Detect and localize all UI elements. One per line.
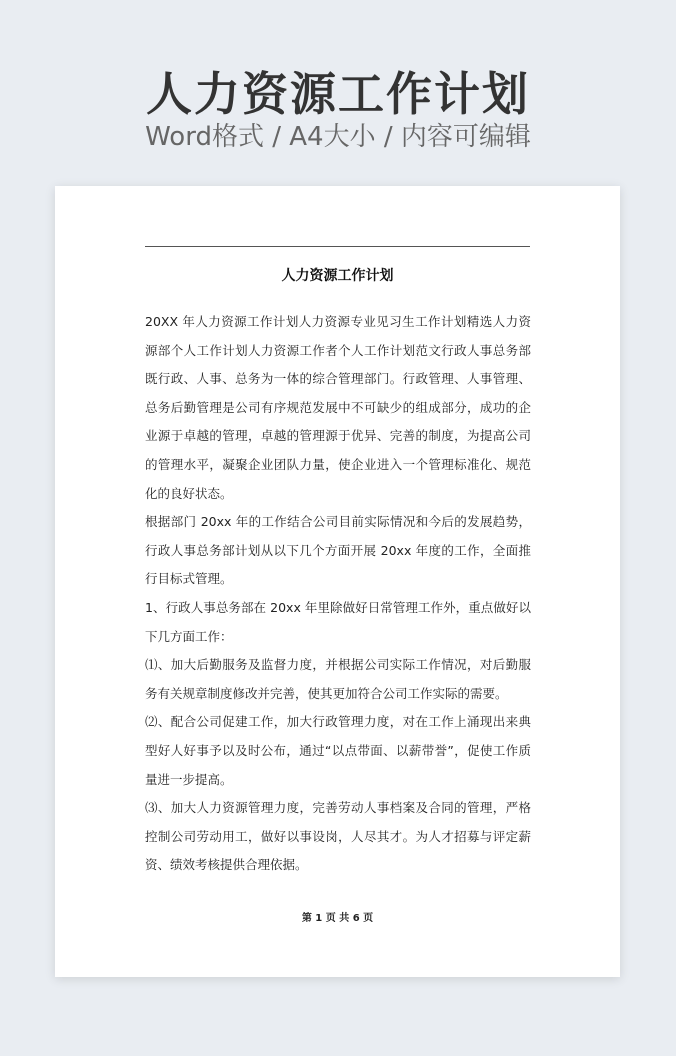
paragraph-intro: 20XX 年人力资源工作计划人力资源专业见习生工作计划精选人力资源部个人工作计划人力资源工作者个人工作计划范文行政人事总务部既行政、人事、总务为一体的综合管理部门。行政管理、人事管理、总务后勤管理是公司有序规范发展中不可缺少的组成部分，成功的企业源于卓越的管理，卓越的管理源于优异、完善的制度，为提高公司的管理水平，凝聚企业团队力量，使企业进入一个管理标准化、规范化的良好状态。: [145, 314, 531, 501]
document-body: [145, 308, 531, 880]
paragraph-subitem-2: ⑵、配合公司促建工作，加大行政管理力度，对在工作上涌现出来典型好人好事予以及时公布，通过“以点带面、以薪带誉”，促使工作质量进一步提高。: [145, 714, 531, 787]
document-page: [55, 186, 620, 977]
paragraph-plan: 根据部门 20xx 年的工作结合公司目前实际情况和今后的发展趋势，行政人事总务部计划从以下几个方面开展 20xx 年度的工作，全面推行目标式管理。: [145, 514, 531, 587]
hero-title: 人力资源工作计划: [146, 67, 530, 121]
header-rule: [145, 246, 530, 247]
document-title: 人力资源工作计划: [281, 268, 394, 284]
paragraph-subitem-3: ⑶、加大人力资源管理力度，完善劳动人事档案及合同的管理，严格控制公司劳动用工，做好以事设岗，人尽其才。为人才招募与评定薪资、绩效考核提供合理依据。: [145, 800, 531, 873]
hero-subtitle: Word格式 / A4大小 / 内容可编辑: [145, 122, 531, 152]
paragraph-subitem-1: ⑴、加大后勤服务及监督力度，并根据公司实际工作情况，对后勤服务有关规章制度修改并完善，使其更加符合公司工作实际的需要。: [145, 657, 531, 701]
page-number: 第 1 页 共 6 页: [301, 913, 374, 924]
paragraph-item-1: 1、行政人事总务部在 20xx 年里除做好日常管理工作外，重点做好以下几方面工作：: [145, 599, 531, 644]
